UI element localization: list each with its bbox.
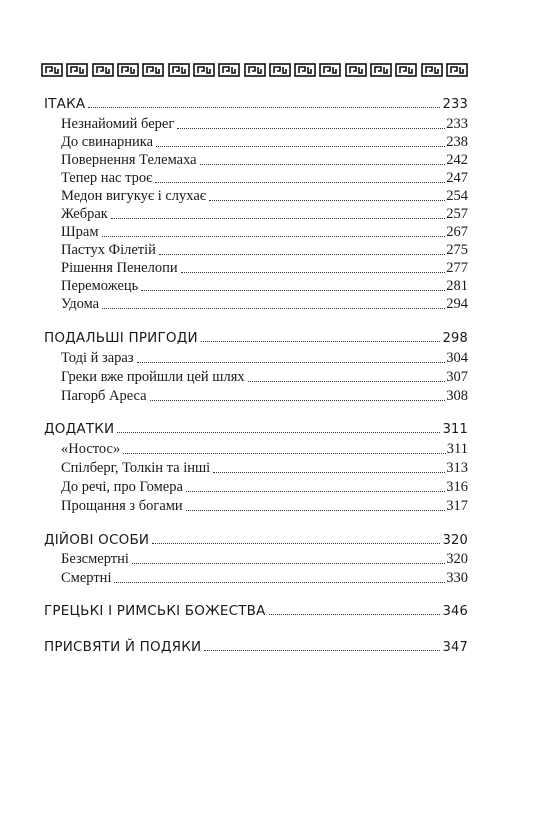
toc-item-title: Повернення Телемаха — [61, 152, 197, 168]
dot-leader — [204, 650, 439, 651]
toc-page-number: 294 — [446, 296, 468, 312]
toc-item[interactable] — [61, 278, 468, 295]
toc-item[interactable] — [61, 170, 468, 187]
dot-leader — [177, 128, 445, 129]
dot-leader — [181, 272, 446, 273]
toc-section-acknowledgements[interactable] — [44, 639, 468, 655]
toc-item-title: Спілберг, Толкін та інші — [61, 460, 211, 476]
toc-item-title: Рішення Пенелопи — [61, 260, 178, 276]
toc-item[interactable] — [61, 498, 468, 515]
toc-item-title: До речі, про Гомера — [61, 479, 183, 495]
toc-page-number: 320 — [446, 551, 468, 567]
dot-leader — [186, 510, 446, 511]
toc-section-title: ІТАКА — [44, 96, 86, 112]
toc-item-title: Греки вже пройшли цей шлях — [61, 369, 245, 385]
dot-leader — [88, 107, 439, 108]
toc-item[interactable] — [61, 260, 468, 277]
dot-leader — [152, 543, 439, 544]
dot-leader — [156, 146, 445, 147]
toc-item[interactable] — [61, 206, 468, 223]
toc-page-number: 238 — [446, 134, 468, 150]
toc-section-title: ПОДАЛЬШІ ПРИГОДИ — [44, 330, 198, 346]
toc-page-number: 247 — [446, 170, 468, 186]
toc-page-number: 267 — [446, 224, 468, 240]
dot-leader — [213, 472, 445, 473]
dot-leader — [209, 200, 445, 201]
toc-page-number: 346 — [442, 604, 468, 619]
dot-leader — [123, 453, 446, 454]
toc-item-title: Прощання з богами — [61, 498, 183, 514]
toc-section-appendices[interactable] — [44, 421, 468, 437]
toc-item[interactable] — [61, 441, 468, 458]
dot-leader — [102, 308, 445, 309]
toc-item[interactable] — [61, 479, 468, 496]
dot-leader — [102, 236, 446, 237]
toc-item[interactable] — [61, 460, 468, 477]
toc-section-further-adventures[interactable] — [44, 330, 468, 346]
toc-page-number: 254 — [446, 188, 468, 204]
toc-item[interactable] — [61, 350, 468, 367]
toc-page-number: 313 — [446, 460, 468, 476]
toc-page-number: 233 — [442, 97, 468, 112]
toc-item[interactable] — [61, 188, 468, 205]
toc-item-title: Пагорб Ареса — [61, 388, 147, 404]
dot-leader — [114, 582, 445, 583]
dot-leader — [200, 164, 446, 165]
dot-leader — [201, 341, 440, 342]
toc-item-title: Смертні — [61, 570, 112, 586]
toc-page-number: 304 — [446, 350, 468, 366]
dot-leader — [111, 218, 445, 219]
toc-item-title: Медон вигукує і слухає — [61, 188, 206, 204]
toc-item[interactable] — [61, 551, 468, 568]
toc-item-title: Тепер нас троє — [61, 170, 153, 186]
toc-item[interactable] — [61, 134, 468, 151]
toc-page-number: 320 — [442, 533, 468, 548]
toc-item[interactable] — [61, 388, 468, 405]
dot-leader — [248, 381, 446, 382]
toc-item-title: Пастух Філетій — [61, 242, 156, 258]
toc-section-title: ПРИСВЯТИ Й ПОДЯКИ — [44, 639, 202, 655]
dot-leader — [117, 432, 439, 433]
dot-leader — [137, 362, 446, 363]
toc-page-number: 242 — [446, 152, 468, 168]
toc-section-characters[interactable] — [44, 532, 468, 548]
toc-item[interactable] — [61, 242, 468, 259]
toc-section-title: ГРЕЦЬКІ І РИМСЬКІ БОЖЕСТВА — [44, 603, 266, 619]
toc-page-number: 298 — [442, 331, 468, 346]
dot-leader — [132, 563, 445, 564]
toc-item-title: «Ностос» — [61, 441, 121, 457]
dot-leader — [150, 400, 446, 401]
toc-page-number: 308 — [446, 388, 468, 404]
toc-section-deities[interactable] — [44, 603, 468, 619]
toc-item[interactable] — [61, 369, 468, 386]
toc-item-title: Тоді й зараз — [61, 350, 134, 366]
toc-section-title: ДІЙОВІ ОСОБИ — [44, 532, 150, 548]
toc-page-number: 233 — [446, 116, 468, 132]
toc-item-title: Жебрак — [61, 206, 108, 222]
toc-item-title: Незнайомий берег — [61, 116, 175, 132]
dot-leader — [141, 290, 445, 291]
toc-page-number: 347 — [442, 640, 468, 655]
toc-item-title: Шрам — [61, 224, 99, 240]
dot-leader — [159, 254, 445, 255]
toc-page-number: 330 — [446, 570, 468, 586]
toc-item-title: Переможець — [61, 278, 139, 294]
dot-leader — [186, 491, 445, 492]
toc-item-title: Удома — [61, 296, 100, 312]
toc-item[interactable] — [61, 224, 468, 241]
toc-page-number: 257 — [446, 206, 468, 222]
toc-page-number: 317 — [446, 498, 468, 514]
toc-page-number: 277 — [446, 260, 468, 276]
dot-leader — [155, 182, 445, 183]
toc-item[interactable] — [61, 296, 468, 313]
toc-item[interactable] — [61, 152, 468, 169]
toc-page-number: 275 — [446, 242, 468, 258]
toc-page-number: 307 — [446, 369, 468, 385]
toc-item[interactable] — [61, 570, 468, 587]
toc-item[interactable] — [61, 116, 468, 133]
toc-item-title: До свинарника — [61, 134, 154, 150]
toc-section-title: ДОДАТКИ — [44, 421, 115, 437]
toc-item-title: Безсмертні — [61, 551, 129, 567]
toc-page-number: 311 — [446, 441, 468, 457]
toc-section-ithaca[interactable] — [44, 96, 468, 112]
dot-leader — [269, 614, 440, 615]
toc-page-number: 316 — [446, 479, 468, 495]
toc-page-number: 281 — [446, 278, 468, 294]
toc-page-number: 311 — [442, 422, 468, 437]
